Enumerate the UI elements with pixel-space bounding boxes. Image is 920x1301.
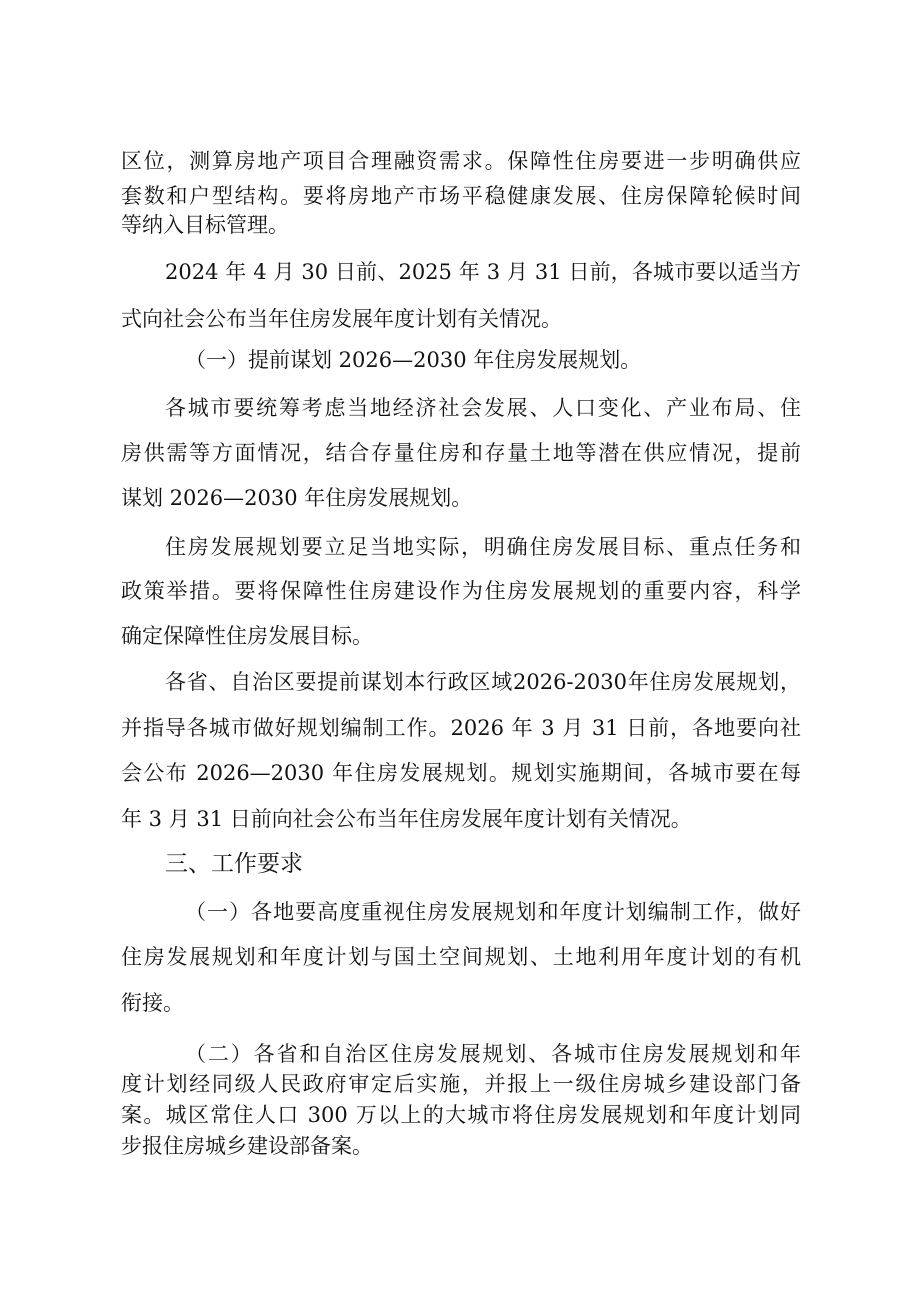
text-line: 确定保障性住房发展目标。 — [121, 624, 373, 648]
text-line: 政策举措。要将保障性住房建设作为住房发展规划的重要内容，科学 — [121, 579, 801, 603]
section-subheading: （一）提前谋划 2026—2030 年住房发展规划。 — [185, 348, 642, 372]
text-line: 套数和户型结构。要将房地产市场平稳健康发展、住房保障轮候时间 — [121, 184, 801, 208]
text-line: 年 3 月 31 日前向社会公布当年住房发展年度计划有关情况。 — [121, 807, 692, 831]
text-line: 衔接。 — [121, 991, 184, 1015]
text-line: 谋划 2026—2030 年住房发展规划。 — [121, 486, 473, 510]
text-line: 住房发展规划要立足当地实际，明确住房发展目标、重点任务和 — [165, 535, 801, 559]
text-line: 式向社会公布当年住房发展年度计划有关情况。 — [121, 307, 562, 331]
text-line: 并指导各城市做好规划编制工作。2026 年 3 月 31 日前，各地要向社 — [121, 716, 801, 740]
text-line: 房供需等方面情况，结合存量住房和存量土地等潜在供应情况，提前 — [121, 441, 801, 465]
text-line: （一）各地要高度重视住房发展规划和年度计划编制工作，做好 — [185, 900, 801, 924]
text-line: 各省、自治区要提前谋划本行政区域2026-2030年住房发展规划， — [165, 670, 801, 694]
text-line: 案。城区常住人口 300 万以上的大城市将住房发展规划和年度计划同 — [121, 1103, 801, 1127]
section-heading: 三、工作要求 — [165, 851, 303, 877]
text-line: 等纳入目标管理。 — [121, 213, 289, 237]
text-line: 会公布 2026—2030 年住房发展规划。规划实施期间，各城市要在每 — [121, 761, 801, 785]
text-line: 2024 年 4 月 30 日前、2025 年 3 月 31 日前，各城市要以适当方 — [165, 260, 801, 284]
text-line: 度计划经同级人民政府审定后实施，并报上一级住房城乡建设部门备 — [121, 1072, 801, 1096]
text-line: （二）各省和自治区住房发展规划、各城市住房发展规划和年 — [185, 1042, 801, 1066]
text-line: 住房发展规划和年度计划与国土空间规划、土地利用年度计划的有机 — [121, 945, 801, 969]
text-line: 各城市要统筹考虑当地经济社会发展、人口变化、产业布局、住 — [165, 396, 801, 420]
text-line: 区位，测算房地产项目合理融资需求。保障性住房要进一步明确供应 — [121, 149, 801, 173]
text-line: 步报住房城乡建设部备案。 — [121, 1134, 373, 1158]
